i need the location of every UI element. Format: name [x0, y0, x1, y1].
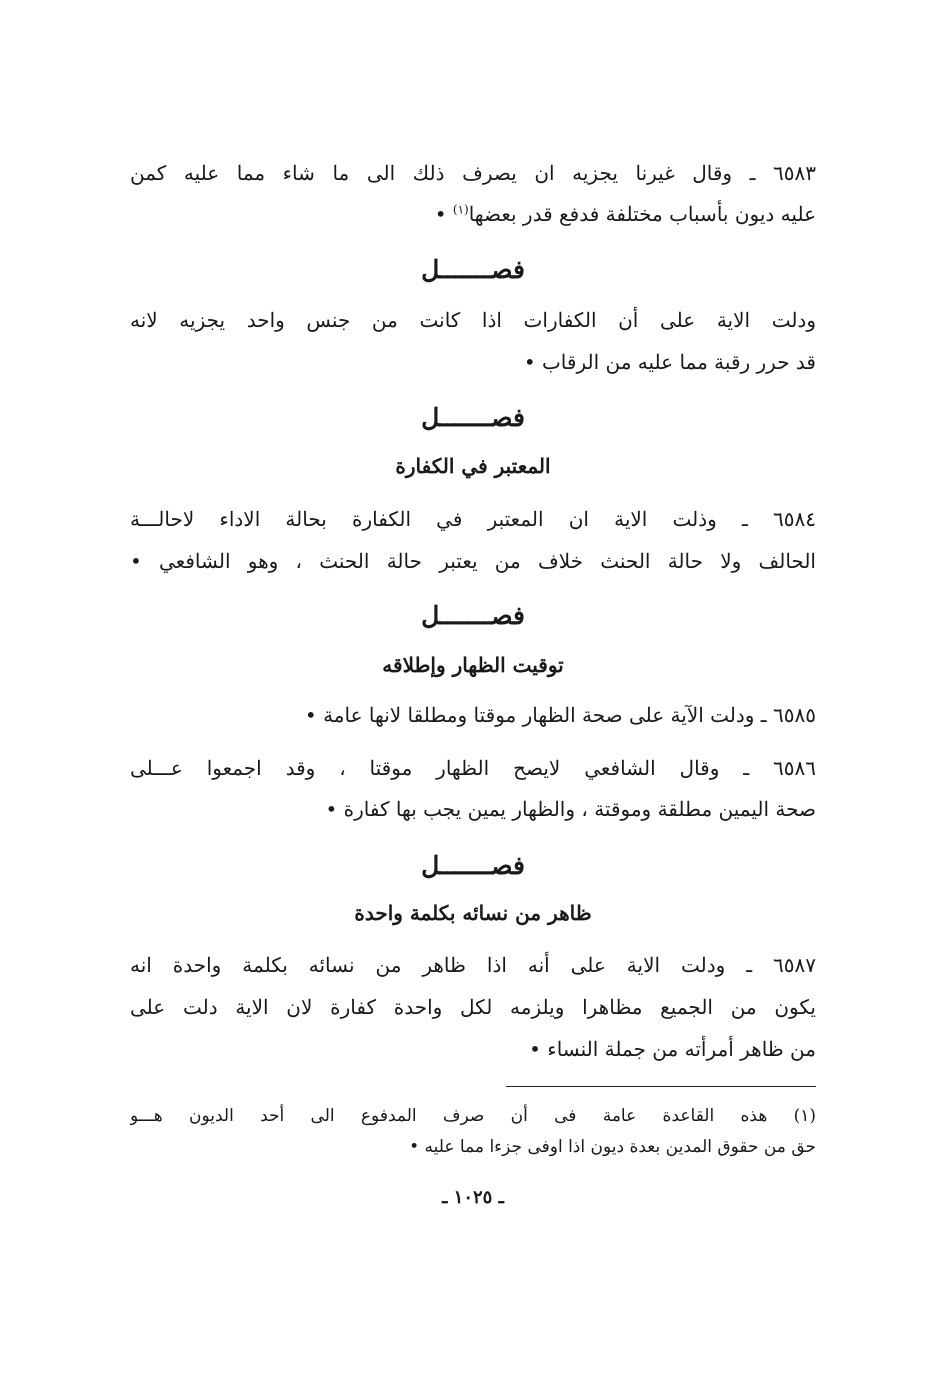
paragraph-6583-line-1: ٦٥٨٣ ـ وقال غيرنا يجزيه ان يصرف ذلك الى ما شاء مما عليه كمن: [130, 161, 816, 185]
paragraph-6587-line-2: يكون من الجميع مظاهرا ويلزمه لكل واحدة كفارة لان الاية دلت على: [130, 995, 816, 1019]
paragraph-6584-line-1: ٦٥٨٤ ـ وذلت الاية ان المعتبر في الكفارة بحالة الاداء لاحالـــة: [130, 507, 816, 531]
paragraph-6586-line-2: صحة اليمين مطلقة وموقتة ، والظهار يمين يجب بها كفارة •: [325, 797, 816, 821]
subheading-considered-in-expiation: المعتبر في الكفارة: [395, 454, 551, 478]
footnote-separator: [506, 1086, 816, 1087]
subheading-zihar-timing: توقيت الظهار وإطلاقه: [382, 653, 564, 677]
paragraph-6587-line-1: ٦٥٨٧ ـ ودلت الاية على أنه اذا ظاهر من نسائه بكلمة واحدة انه: [130, 953, 816, 977]
paragraph-6583-line-2: [130, 199, 816, 229]
paragraph-6583-line-2-text: عليه ديون بأسباب مختلفة فدفع قدر بعضها: [468, 202, 816, 226]
page-number: ـ ١٠٢٥ ـ: [442, 1187, 504, 1208]
section-1-line-1: ودلت الاية على أن الكفارات اذا كانت من جنس واحد يجزيه لانه: [130, 308, 816, 332]
paragraph-6584-line-2: الحالف ولا حالة الحنث خلاف من يعتبر حالة الحنث ، وهو الشافعي •: [130, 549, 816, 573]
paragraph-6585: ٦٥٨٥ ـ ودلت الآية على صحة الظهار موقتا ومطلقا لانها عامة •: [304, 703, 816, 727]
footnote-line-1: (١) هذه القاعدة عامة فى أن صرف المدفوع الى أحد الديون هـــو: [130, 1106, 816, 1126]
section-heading-fasl-3: فصـــــــل: [421, 601, 525, 630]
footnote-line-2: حق من حقوق المدين بعدة ديون اذا اوفى جزءا مما عليه •: [409, 1137, 816, 1157]
section-heading-fasl-4: فصـــــــل: [421, 851, 525, 880]
footnote-reference: (١): [452, 202, 469, 217]
paragraph-6583-line-2-end: •: [434, 202, 453, 226]
paragraph-6586-line-1: ٦٥٨٦ ـ وقال الشافعي لايصح الظهار موقتا ، وقد اجمعوا عـــلى: [130, 756, 816, 780]
subheading-zihar-one-word: ظاهر من نسائه بكلمة واحدة: [354, 901, 592, 925]
section-1-line-2: قد حرر رقبة مما عليه من الرقاب •: [523, 350, 816, 374]
paragraph-6587-line-3: من ظاهر أمرأته من جملة النساء •: [529, 1037, 816, 1061]
section-heading-fasl-2: فصـــــــل: [421, 403, 525, 432]
section-heading-fasl-1: فصـــــــل: [421, 255, 525, 284]
